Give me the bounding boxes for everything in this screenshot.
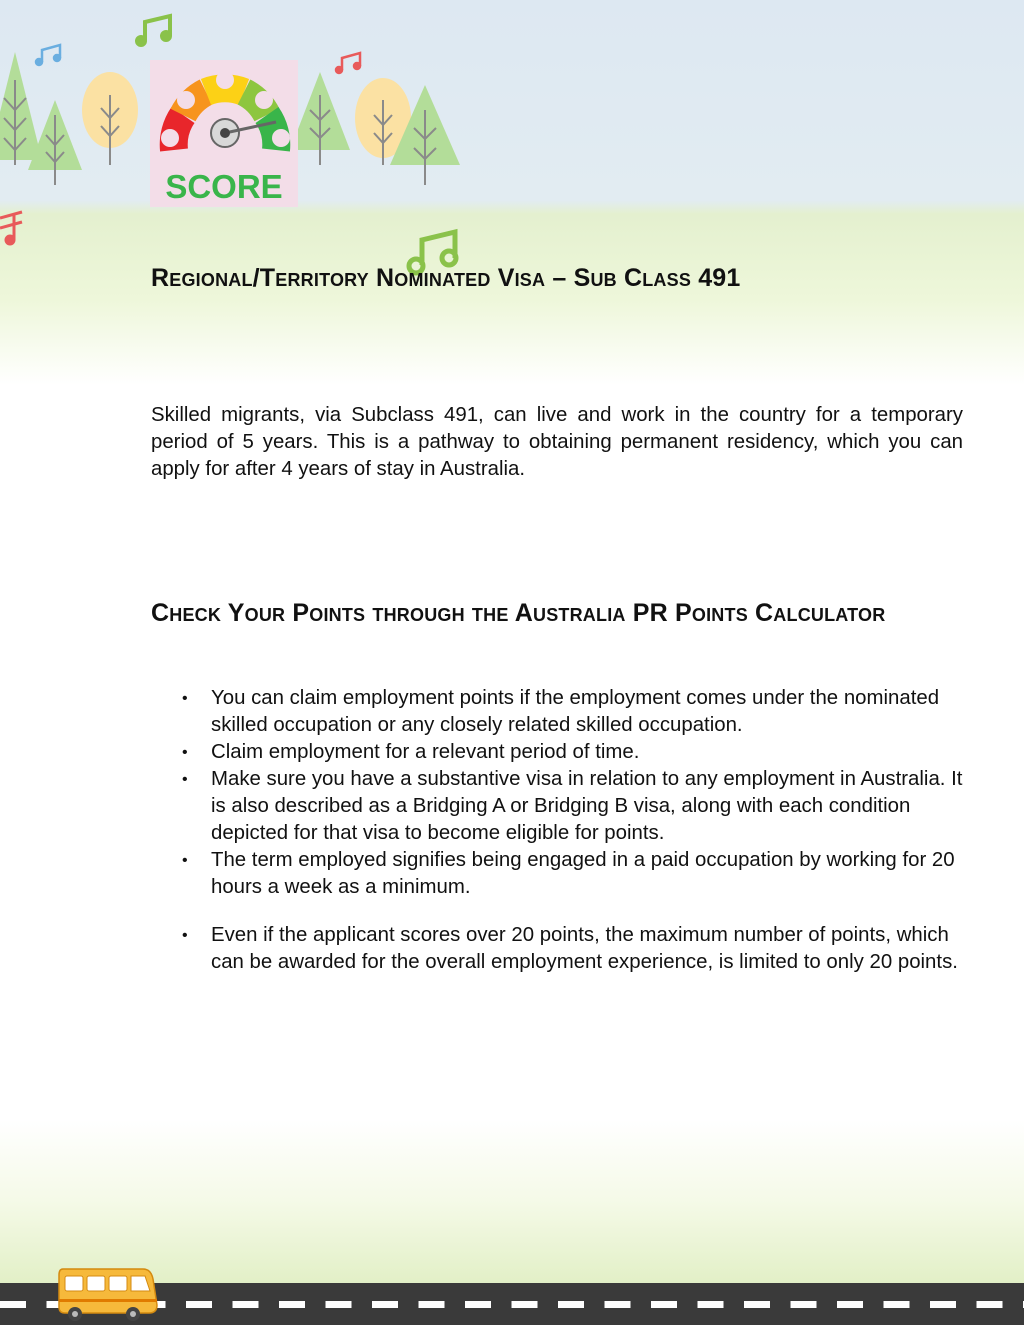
music-note-icon [137, 16, 170, 45]
road-dash [372, 1301, 398, 1308]
road-dash [884, 1301, 910, 1308]
road-dash [558, 1301, 584, 1308]
music-note-icon [36, 45, 60, 65]
road-dash [419, 1301, 445, 1308]
road-dash [651, 1301, 677, 1308]
score-logo-label: SCORE [165, 168, 283, 205]
tree-icon [290, 72, 350, 165]
road-dash [605, 1301, 631, 1308]
road-dash [186, 1301, 212, 1308]
list-item: • Make sure you have a substantive visa in relation to any employment in Australia. It is also described as a Bridging A or Bridging B visa, along with each condition depicted for that visa to become eligible for points. [211, 766, 976, 847]
road-dash [698, 1301, 724, 1308]
road-dash [326, 1301, 352, 1308]
list-item: • Even if the applicant scores over 20 points, the maximum number of points, which can be awarded for the overall employment experience, is limited to only 20 points. [211, 922, 976, 976]
road-dash [465, 1301, 491, 1308]
road-dash [512, 1301, 538, 1308]
road-dash [930, 1301, 956, 1308]
road-dash [791, 1301, 817, 1308]
tree-icon [82, 72, 138, 165]
page-title: Regional/Territory Nominated Visa – Sub Class 491 [151, 264, 741, 292]
bus-icon [55, 1265, 160, 1325]
road-dash [744, 1301, 770, 1308]
bullet-list [211, 685, 976, 976]
list-item: • Claim employment for a relevant period of time. [211, 739, 976, 766]
list-item: • The term employed signifies being engaged in a paid occupation by working for 20 hours a week as a minimum. [211, 847, 976, 901]
intro-paragraph: Skilled migrants, via Subclass 491, can live and work in the country for a temporary period of 5 years. This is a pathway to obtaining permanent residency, which you can apply for after 4 years of stay in Australia. [151, 404, 963, 480]
list-item: • You can claim employment points if the employment comes under the nominated skilled occupation or any closely related skilled occupation. [211, 685, 976, 739]
road-dash [279, 1301, 305, 1308]
music-note-icon [336, 53, 360, 73]
tree-icon [0, 52, 42, 165]
road-dash [837, 1301, 863, 1308]
road-dash [977, 1301, 1003, 1308]
section-heading: Check Your Points through the Australia PR Points Calculator [151, 599, 886, 627]
music-note-icon [0, 212, 22, 244]
score-logo [150, 60, 298, 207]
road-dash [0, 1301, 26, 1308]
road-dash [233, 1301, 259, 1308]
